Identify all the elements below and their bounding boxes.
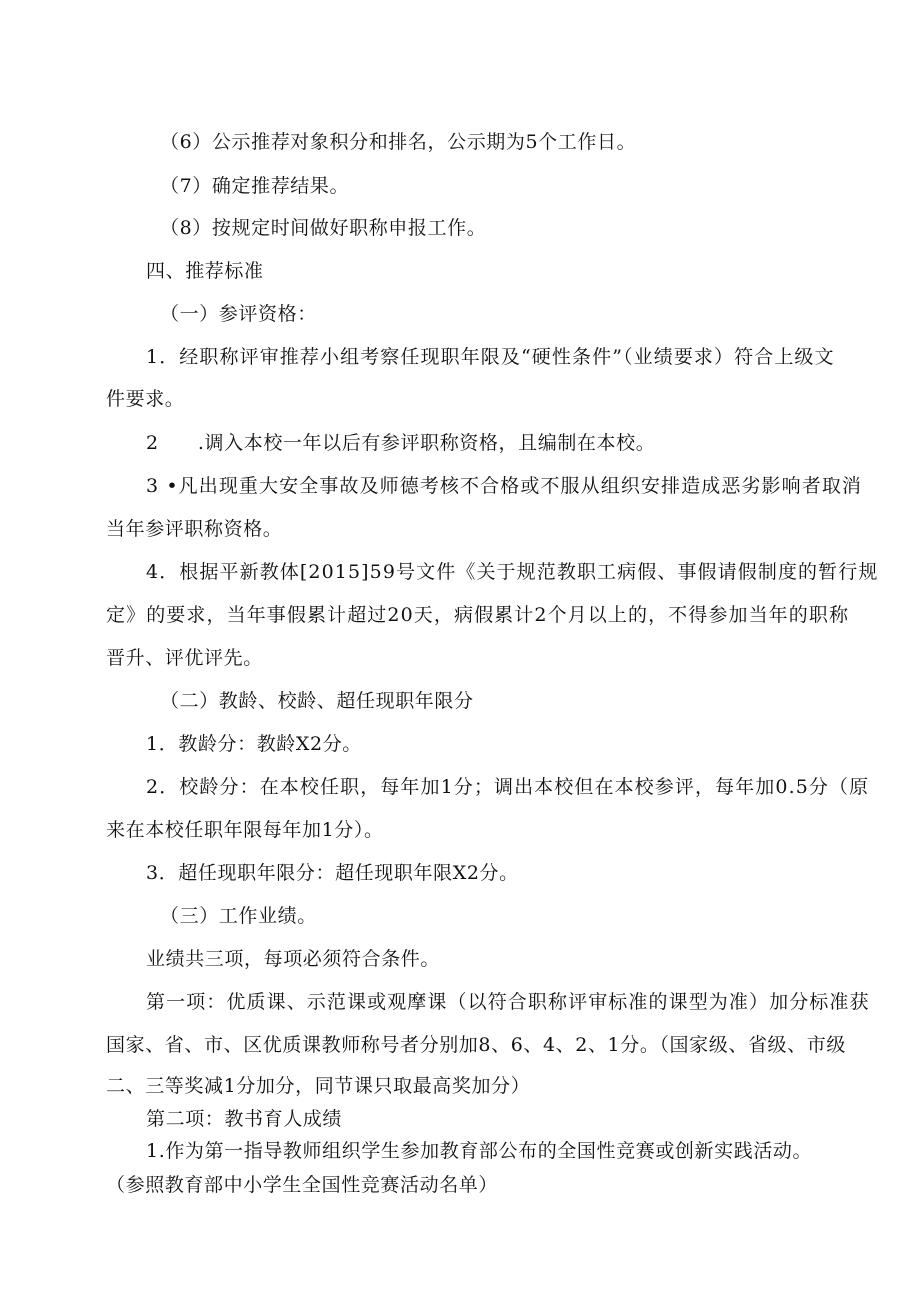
- paragraph-line: 业绩共三项，每项必须符合条件。: [146, 948, 441, 970]
- paragraph-line: 1.作为第一指导教师组织学生参加教育部公布的全国性竞赛或创新实践活动。: [146, 1140, 813, 1162]
- paragraph-line: 第二项：教书育人成绩: [146, 1108, 343, 1130]
- paragraph-line: 件要求。: [106, 388, 185, 410]
- paragraph-line: 2 .调入本校一年以后有参评职称资格，且编制在本校。: [146, 432, 656, 454]
- paragraph-line: 定》的要求，当年事假累计超过20天，病假累计2个月以上的，不得参加当年的职称: [106, 604, 850, 626]
- paragraph-line: 4．根据平新教体[2015]59号文件《关于规范教职工病假、事假请假制度的暂行规: [146, 561, 879, 583]
- paragraph-line: （8）按规定时间做好职称申报工作。: [160, 217, 487, 239]
- subsection-heading: （二）教龄、校龄、超任现职年限分: [160, 690, 474, 712]
- paragraph-line: 二、三等奖减1分加分，同节课只取最高奖加分）: [106, 1075, 531, 1097]
- paragraph-line: 3 •凡出现重大安全事故及师德考核不合格或不服从组织安排造成恶劣影响者取消: [146, 475, 863, 497]
- paragraph-line: （参照教育部中小学生全国性竞赛活动名单）: [106, 1174, 499, 1196]
- paragraph-line: 来在本校任职年限每年加1分）。: [106, 819, 384, 841]
- paragraph-line: 2．校龄分：在本校任职，每年加1分；调出本校但在本校参评，每年加0.5分（原: [146, 776, 870, 798]
- section-heading: 四、推荐标准: [146, 260, 264, 282]
- paragraph-line: （7）确定推荐结果。: [160, 175, 350, 197]
- paragraph-line: 3．超任现职年限分：超任现职年限X2分。: [146, 862, 519, 884]
- paragraph-line: 1．经职称评审推荐小组考察任现职年限及“硬性条件”（业绩要求）符合上级文: [146, 346, 835, 368]
- paragraph-line: 国家、省、市、区优质课教师称号者分别加8、6、4、2、1分。（国家级、省级、市级: [106, 1034, 846, 1056]
- paragraph-line: 当年参评职称资格。: [106, 518, 283, 540]
- paragraph-line: 1．教龄分：教龄X2分。: [146, 733, 362, 755]
- paragraph-line: 第一项：优质课、示范课或观摩课（以符合职称评审标准的课型为准）加分标准获: [146, 991, 870, 1013]
- paragraph-line: （6）公示推荐对象积分和排名，公示期为5个工作日。: [160, 131, 637, 153]
- subsection-heading: （一）参评资格：: [160, 303, 317, 325]
- paragraph-line: 晋升、评优评先。: [106, 647, 263, 669]
- subsection-heading: （三）工作业绩。: [160, 905, 317, 927]
